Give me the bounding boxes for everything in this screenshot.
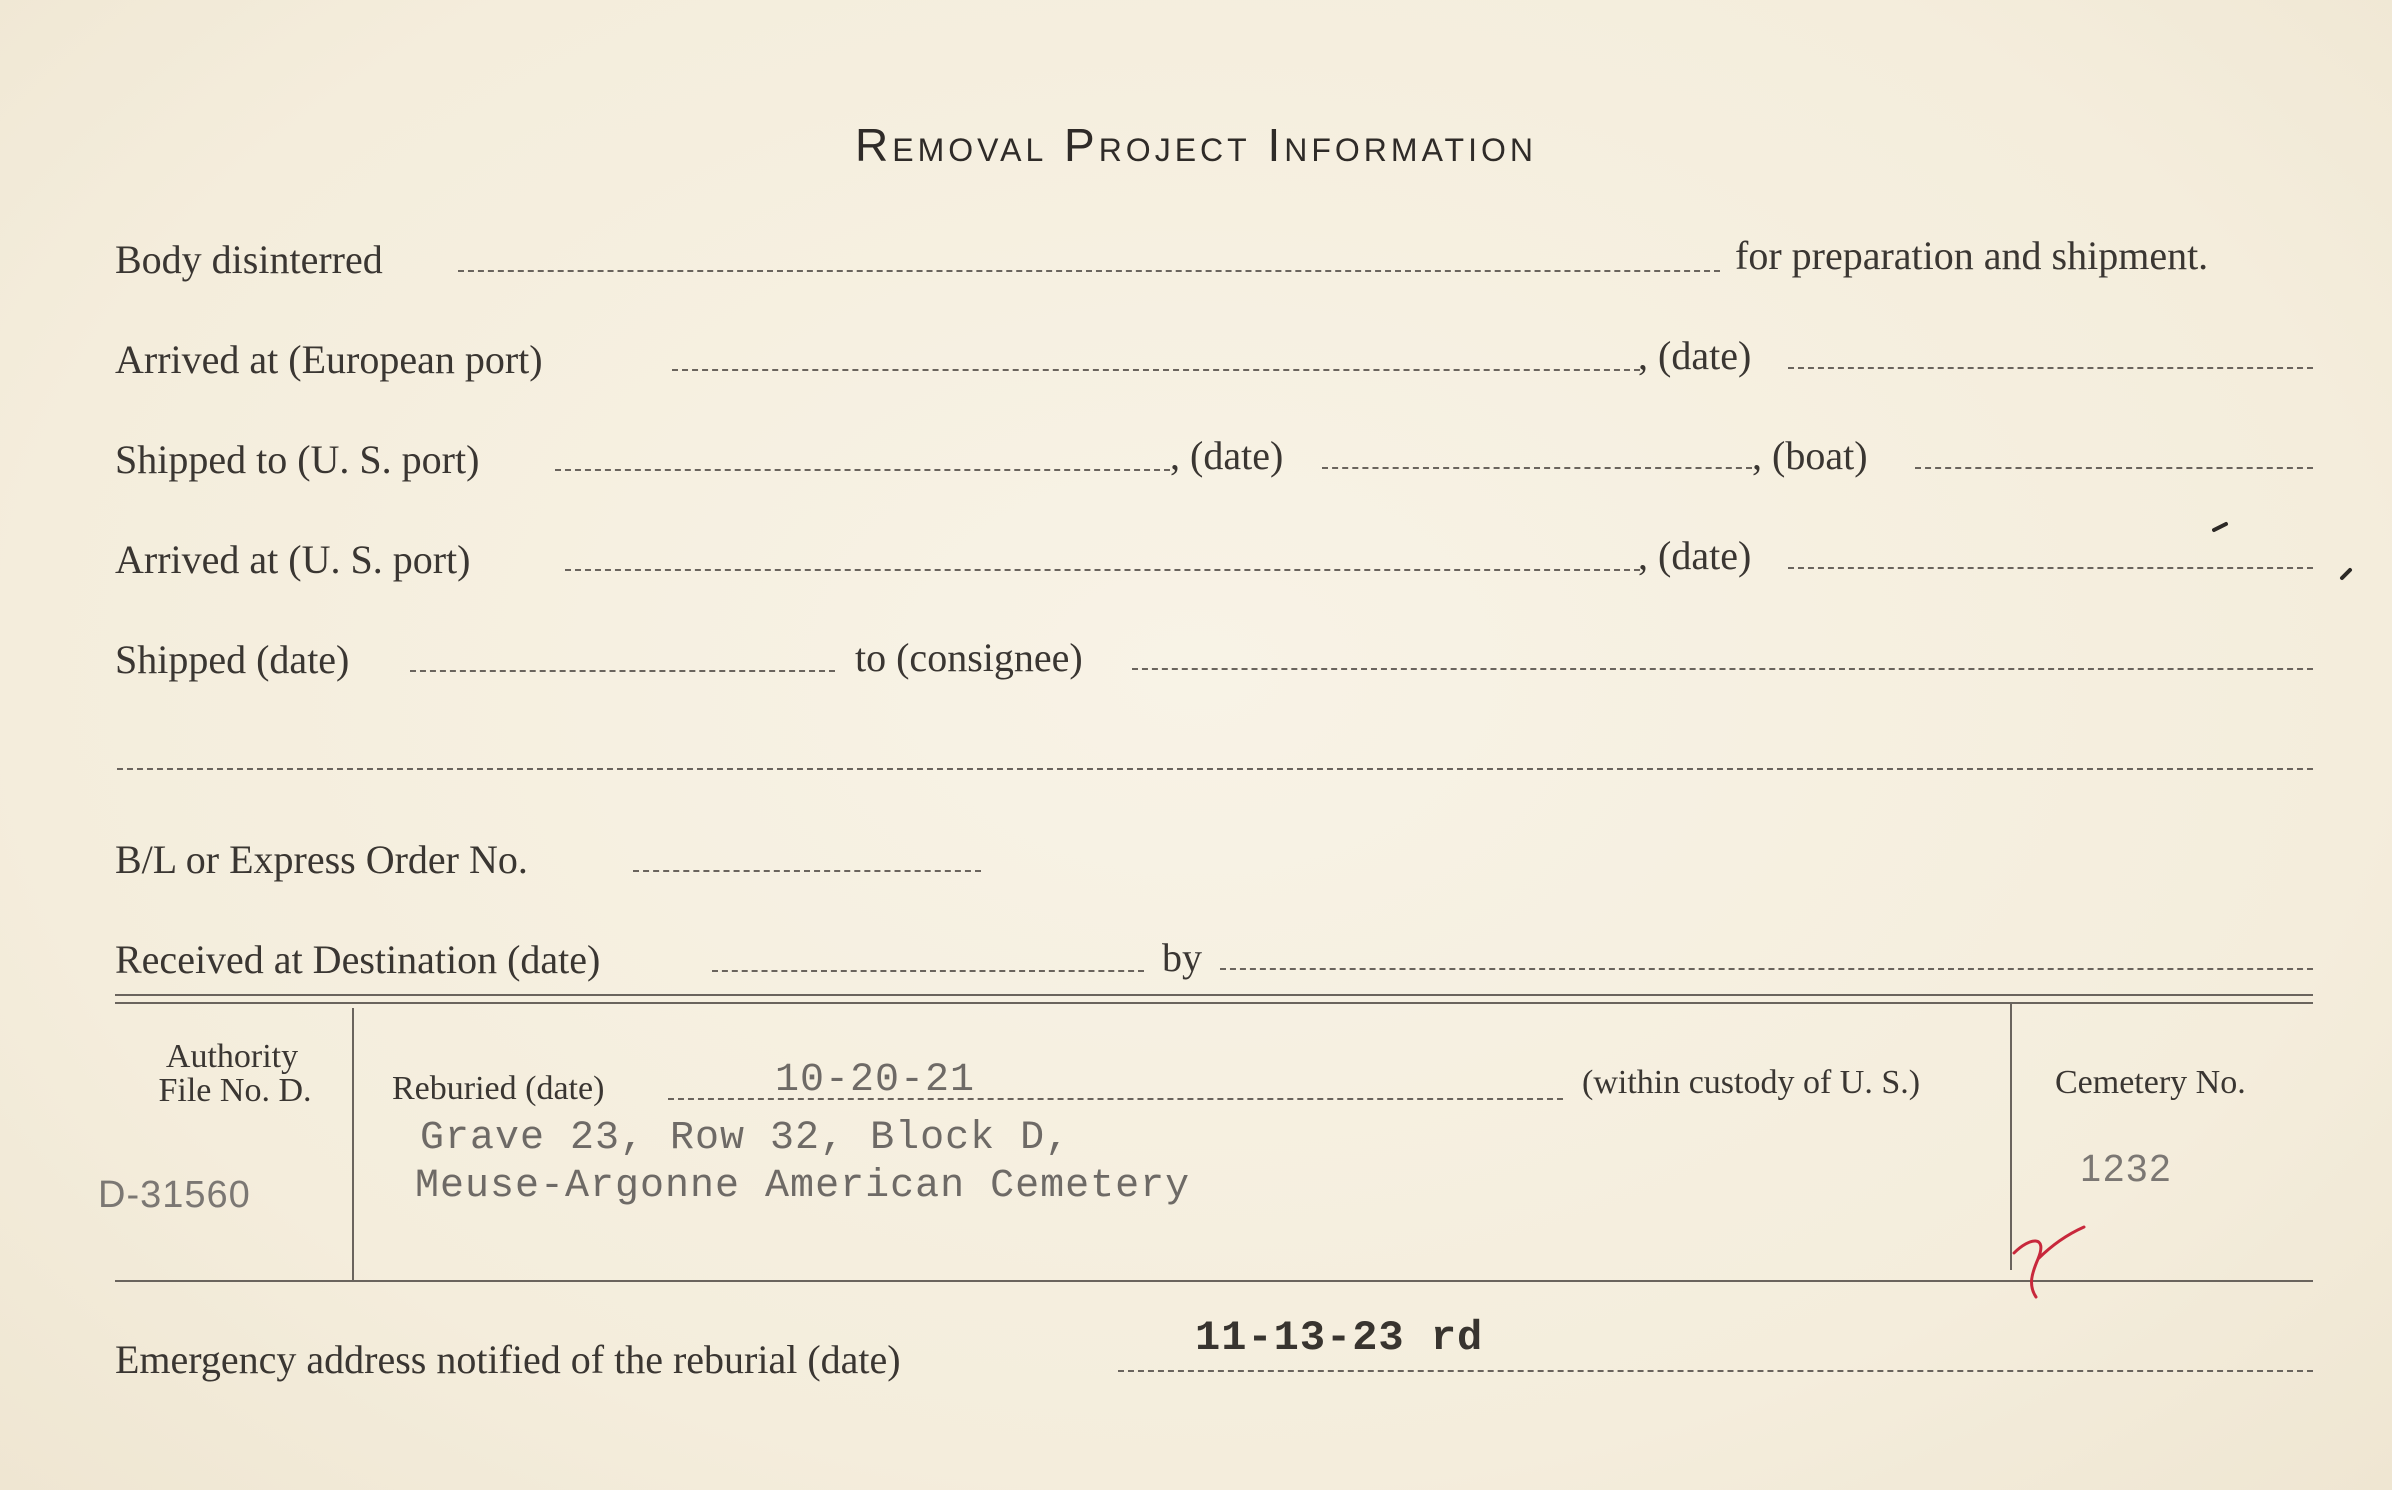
by-label: by <box>1162 935 1202 980</box>
bl-order-field <box>633 870 981 872</box>
emergency-label: Emergency address notified of the reburial (date) <box>115 1337 901 1382</box>
shipped-date-label: Shipped (date) <box>115 637 350 682</box>
boat-label: , (boat) <box>1752 433 1868 478</box>
date-label-3: , (date) <box>1638 533 1752 578</box>
cemetery-name-value: Meuse-Argonne American Cemetery <box>415 1164 1191 1209</box>
body-disinterred-field <box>458 270 1720 272</box>
red-check-mark <box>2008 1215 2098 1305</box>
arrived-european-field <box>672 369 1640 371</box>
file-number-value: D-31560 <box>98 1174 251 1216</box>
cemetery-number-label: Cemetery No. <box>2055 1064 2246 1101</box>
arrived-european-label: Arrived at (European port) <box>115 337 543 382</box>
arrived-us-label: Arrived at (U. S. port) <box>115 537 471 582</box>
grave-location-value: Grave 23, Row 32, Block D, <box>420 1116 1071 1161</box>
cemetery-number-value: 1232 <box>2080 1148 2173 1190</box>
authority-label-line2: File No. D. <box>158 1072 312 1109</box>
custody-label: (within custody of U. S.) <box>1582 1064 1921 1101</box>
received-by-field <box>1220 968 2313 970</box>
arrived-us-date-field <box>1788 567 2313 569</box>
date-label-1: , (date) <box>1638 333 1752 378</box>
shipped-to-us-field <box>555 469 1170 471</box>
ink-speck <box>2212 520 2232 534</box>
emergency-date-field <box>1118 1370 2313 1372</box>
date-label-2: , (date) <box>1170 433 1284 478</box>
ink-speck <box>2338 566 2358 582</box>
card-title: Removal Project Information <box>855 119 1537 171</box>
received-destination-label: Received at Destination (date) <box>115 937 601 982</box>
reburied-label: Reburied (date) <box>392 1070 605 1107</box>
shipped-date-value-field <box>410 670 835 672</box>
reburied-date-value: 10-20-21 <box>775 1058 976 1103</box>
emergency-date-value: 11-13-23 rd <box>1195 1314 1484 1362</box>
received-date-field <box>712 970 1144 972</box>
shipped-date-field <box>1322 467 1752 469</box>
consignee-field <box>1132 668 2313 670</box>
shipped-to-us-label: Shipped to (U. S. port) <box>115 437 480 482</box>
authority-label-line1: Authority <box>165 1038 299 1075</box>
for-preparation-label: for preparation and shipment. <box>1735 233 2209 278</box>
boat-field <box>1915 467 2313 469</box>
column-divider-left <box>352 1008 354 1280</box>
consignee-continuation-field <box>117 768 2313 770</box>
to-consignee-label: to (consignee) <box>855 635 1083 680</box>
section-divider-bottom <box>115 1002 2313 1004</box>
lower-box-bottom-rule <box>115 1280 2313 1282</box>
arrived-european-date-field <box>1788 367 2313 369</box>
arrived-us-field <box>565 569 1640 571</box>
body-disinterred-label: Body disinterred <box>115 237 383 282</box>
section-divider-top <box>115 994 2313 996</box>
bl-order-label: B/L or Express Order No. <box>115 837 528 882</box>
